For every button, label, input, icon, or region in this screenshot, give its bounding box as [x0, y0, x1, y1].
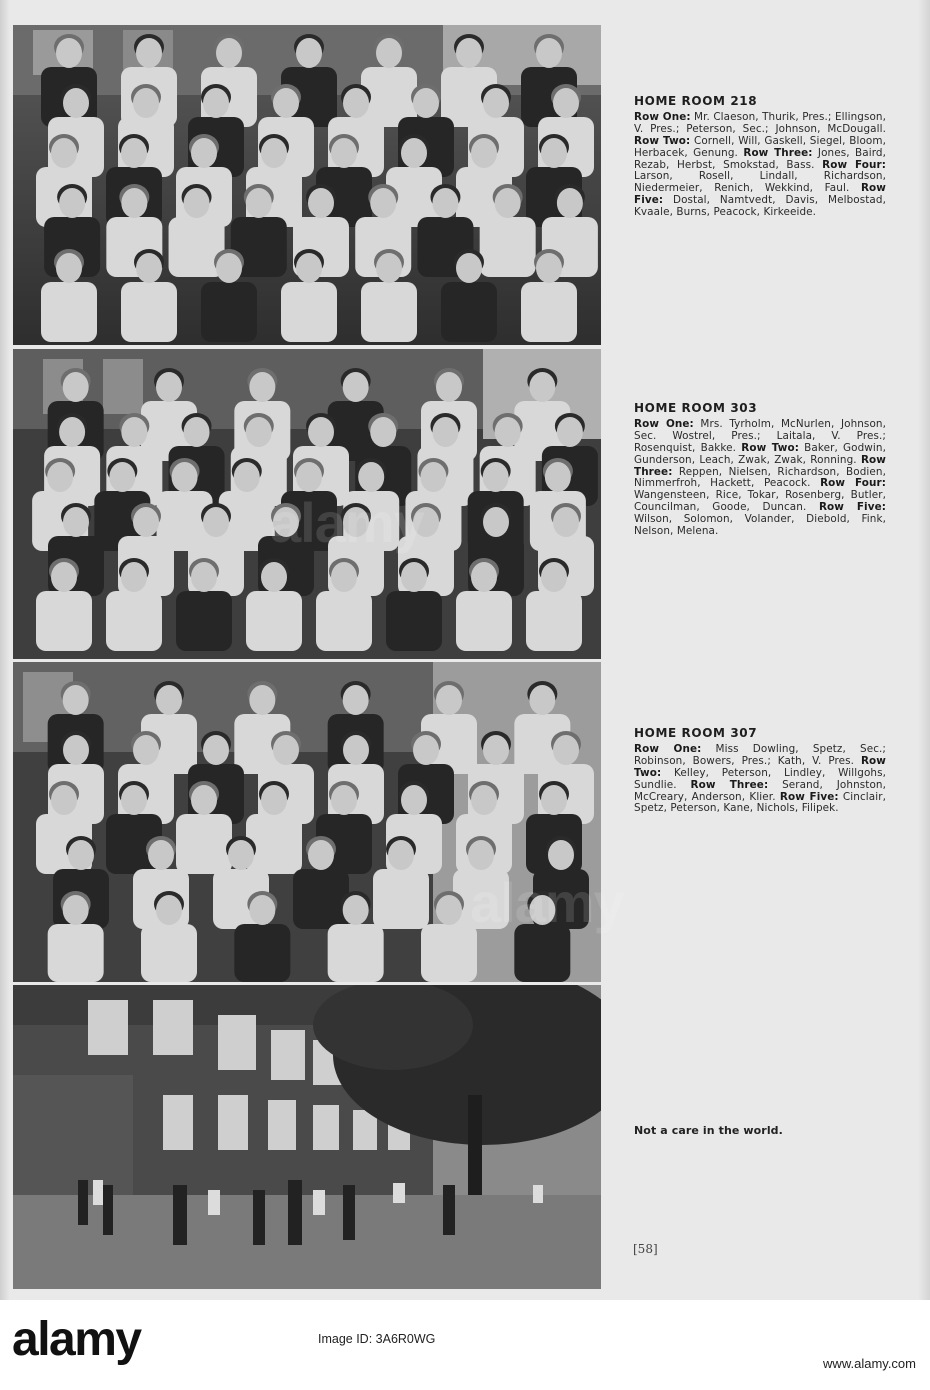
- person-face: [133, 507, 159, 537]
- person-face: [495, 417, 521, 447]
- person-face: [56, 38, 82, 68]
- person-face: [296, 253, 322, 283]
- person-face: [59, 417, 85, 447]
- person-face: [331, 562, 357, 592]
- person-face: [471, 138, 497, 168]
- person-face: [343, 895, 369, 925]
- person-figure: [361, 282, 417, 342]
- watermark-text: alamy: [270, 491, 424, 554]
- homeroom-218-photo: [13, 25, 601, 345]
- person-face: [553, 88, 579, 118]
- caption-body: Row One: Miss Dowling, Spetz, Sec.; Robinson, Bowers, Pres.; Kath, V. Pres. Row Two: Kelley, Peterson, Lindley, Willgohs, Sundlie. Row Three: Serand, Johnston, McCreary, Anderson, Klier. Row Five: Cinclair, Spetz, Peterson, Kane, Nichols, Filipek.: [634, 742, 887, 815]
- watermark-text: alamy: [470, 871, 624, 934]
- page-binding-shadow: [0, 0, 10, 1300]
- person-face: [536, 253, 562, 283]
- site-url-link[interactable]: www.alamy.com: [823, 1356, 916, 1371]
- person-face: [401, 562, 427, 592]
- person-figure: [373, 869, 429, 929]
- person-face: [495, 188, 521, 218]
- person-face: [483, 735, 509, 765]
- person-face: [51, 138, 77, 168]
- person-face: [148, 840, 174, 870]
- person-face: [436, 895, 462, 925]
- person-face: [184, 188, 210, 218]
- person-face: [413, 735, 439, 765]
- person-face: [483, 462, 509, 492]
- person-face: [121, 562, 147, 592]
- person-face: [249, 685, 275, 715]
- person-figure: [121, 282, 177, 342]
- person-face: [456, 38, 482, 68]
- person-figure: [141, 924, 197, 982]
- person-face: [228, 840, 254, 870]
- person-face: [308, 840, 334, 870]
- person-face: [553, 735, 579, 765]
- person-face: [51, 785, 77, 815]
- person-face: [296, 38, 322, 68]
- person-face: [121, 138, 147, 168]
- person-face: [420, 462, 446, 492]
- person-face: [388, 840, 414, 870]
- person-face: [156, 685, 182, 715]
- person-face: [191, 138, 217, 168]
- person-face: [246, 188, 272, 218]
- person-face: [529, 685, 555, 715]
- person-face: [456, 253, 482, 283]
- caption-title: HOME ROOM 303: [634, 401, 758, 415]
- building-caption: Not a care in the world.: [634, 1124, 783, 1137]
- person-face: [376, 253, 402, 283]
- person-figure: [41, 282, 97, 342]
- person-face: [343, 88, 369, 118]
- person-face: [553, 507, 579, 537]
- person-face: [133, 88, 159, 118]
- person-face: [109, 462, 135, 492]
- person-figure: [386, 591, 442, 651]
- person-figure: [234, 924, 290, 982]
- person-face: [63, 507, 89, 537]
- person-face: [343, 685, 369, 715]
- person-face: [529, 372, 555, 402]
- person-face: [63, 372, 89, 402]
- person-face: [261, 562, 287, 592]
- person-face: [63, 735, 89, 765]
- person-face: [376, 38, 402, 68]
- person-face: [216, 253, 242, 283]
- person-figure: [106, 591, 162, 651]
- person-face: [184, 417, 210, 447]
- person-face: [436, 685, 462, 715]
- person-face: [436, 372, 462, 402]
- person-face: [51, 562, 77, 592]
- person-face: [308, 188, 334, 218]
- person-face: [331, 138, 357, 168]
- person-face: [191, 562, 217, 592]
- person-face: [331, 785, 357, 815]
- person-face: [47, 462, 73, 492]
- person-face: [432, 188, 458, 218]
- person-figure: [201, 282, 257, 342]
- image-id-text: Image ID: 3A6R0WG: [318, 1332, 436, 1346]
- person-figure: [281, 282, 337, 342]
- person-face: [557, 188, 583, 218]
- person-face: [536, 38, 562, 68]
- caption-body: Row One: Mrs. Tyrholm, McNurlen, Johnson, Sec. Wostrel, Pres.; Laitala, V. Pres.; Rosenquist, Bakke. Row Two: Baker, Godwin, Gunderson, Leach, Zwak, Zwak, Ronning. Row Three: Reppen, Nielsen, Richardson, Bodien, Nimmerfroh, Hackett, Peacock. Row Four: Wangensteen, Rice, Tokar, Rosenberg, Butler, Councilman, Goode, Duncan. Row Five: Wilson, Solomon, Volander, Diebold, Fink, Nelson, Melena.: [634, 417, 886, 538]
- person-face: [471, 785, 497, 815]
- person-figure: [441, 282, 497, 342]
- person-figure: [293, 869, 349, 929]
- person-face: [296, 462, 322, 492]
- person-face: [541, 138, 567, 168]
- person-face: [203, 735, 229, 765]
- person-face: [273, 735, 299, 765]
- person-face: [121, 417, 147, 447]
- alamy-logo[interactable]: alamy: [12, 1313, 141, 1366]
- person-face: [413, 88, 439, 118]
- person-face: [156, 895, 182, 925]
- person-face: [234, 462, 260, 492]
- homeroom-218-caption: [634, 96, 886, 219]
- person-face: [121, 188, 147, 218]
- school-building-photo: [13, 985, 601, 1289]
- person-figure: [480, 217, 536, 277]
- person-face: [261, 138, 287, 168]
- person-figure: [521, 282, 577, 342]
- person-face: [468, 840, 494, 870]
- person-face: [59, 188, 85, 218]
- caption-title: HOME ROOM 307: [634, 726, 758, 740]
- person-face: [343, 735, 369, 765]
- person-face: [68, 840, 94, 870]
- person-face: [63, 895, 89, 925]
- person-figure: [421, 924, 477, 982]
- person-figure: [328, 924, 384, 982]
- person-figure: [456, 591, 512, 651]
- person-face: [370, 188, 396, 218]
- caption-body: Row One: Mr. Claeson, Thurik, Pres.; Ellingson, V. Pres.; Peterson, Sec.; Johnson, McDougall. Row Two: Cornell, Will, Gaskell, Siegel, Bloom, Herbacek, Genung. Row Three: Jones, Baird, Rezab, Herbst, Smokstad, Bass. Row Four: Larson, Rosell, Lindall, Richardson, Niedermeier, Renich, Wekkind, Faul. Row Five: Dostal, Namtvedt, Davis, Melbostad, Kvaale, Burns, Peacock, Kirkeeide.: [634, 110, 887, 219]
- person-figure: [36, 591, 92, 651]
- stock-footer: [0, 1300, 930, 1390]
- person-face: [63, 88, 89, 118]
- person-face: [483, 88, 509, 118]
- person-figure: [246, 591, 302, 651]
- person-face: [308, 417, 334, 447]
- person-face: [548, 840, 574, 870]
- page-number: [58]: [633, 1242, 658, 1256]
- person-figure: [48, 924, 104, 982]
- person-figure: [176, 814, 232, 874]
- person-face: [541, 562, 567, 592]
- person-face: [216, 38, 242, 68]
- page-edge-shadow: [918, 0, 930, 1300]
- person-face: [136, 38, 162, 68]
- person-face: [401, 785, 427, 815]
- person-face: [545, 462, 571, 492]
- homeroom-303-caption: [634, 403, 886, 538]
- person-face: [261, 785, 287, 815]
- person-face: [343, 372, 369, 402]
- person-face: [172, 462, 198, 492]
- person-face: [249, 372, 275, 402]
- person-face: [471, 562, 497, 592]
- person-face: [273, 88, 299, 118]
- person-face: [483, 507, 509, 537]
- person-face: [432, 417, 458, 447]
- homeroom-307-caption: [634, 728, 886, 815]
- person-face: [121, 785, 147, 815]
- person-face: [63, 685, 89, 715]
- person-face: [203, 507, 229, 537]
- person-face: [557, 417, 583, 447]
- person-face: [249, 895, 275, 925]
- person-figure: [526, 591, 582, 651]
- person-face: [246, 417, 272, 447]
- person-face: [136, 253, 162, 283]
- person-face: [541, 785, 567, 815]
- person-figure: [176, 591, 232, 651]
- person-figure: [316, 591, 372, 651]
- person-face: [156, 372, 182, 402]
- caption-title: HOME ROOM 218: [634, 94, 758, 108]
- person-face: [203, 88, 229, 118]
- person-face: [56, 253, 82, 283]
- person-face: [191, 785, 217, 815]
- person-face: [370, 417, 396, 447]
- person-face: [133, 735, 159, 765]
- person-face: [358, 462, 384, 492]
- person-face: [401, 138, 427, 168]
